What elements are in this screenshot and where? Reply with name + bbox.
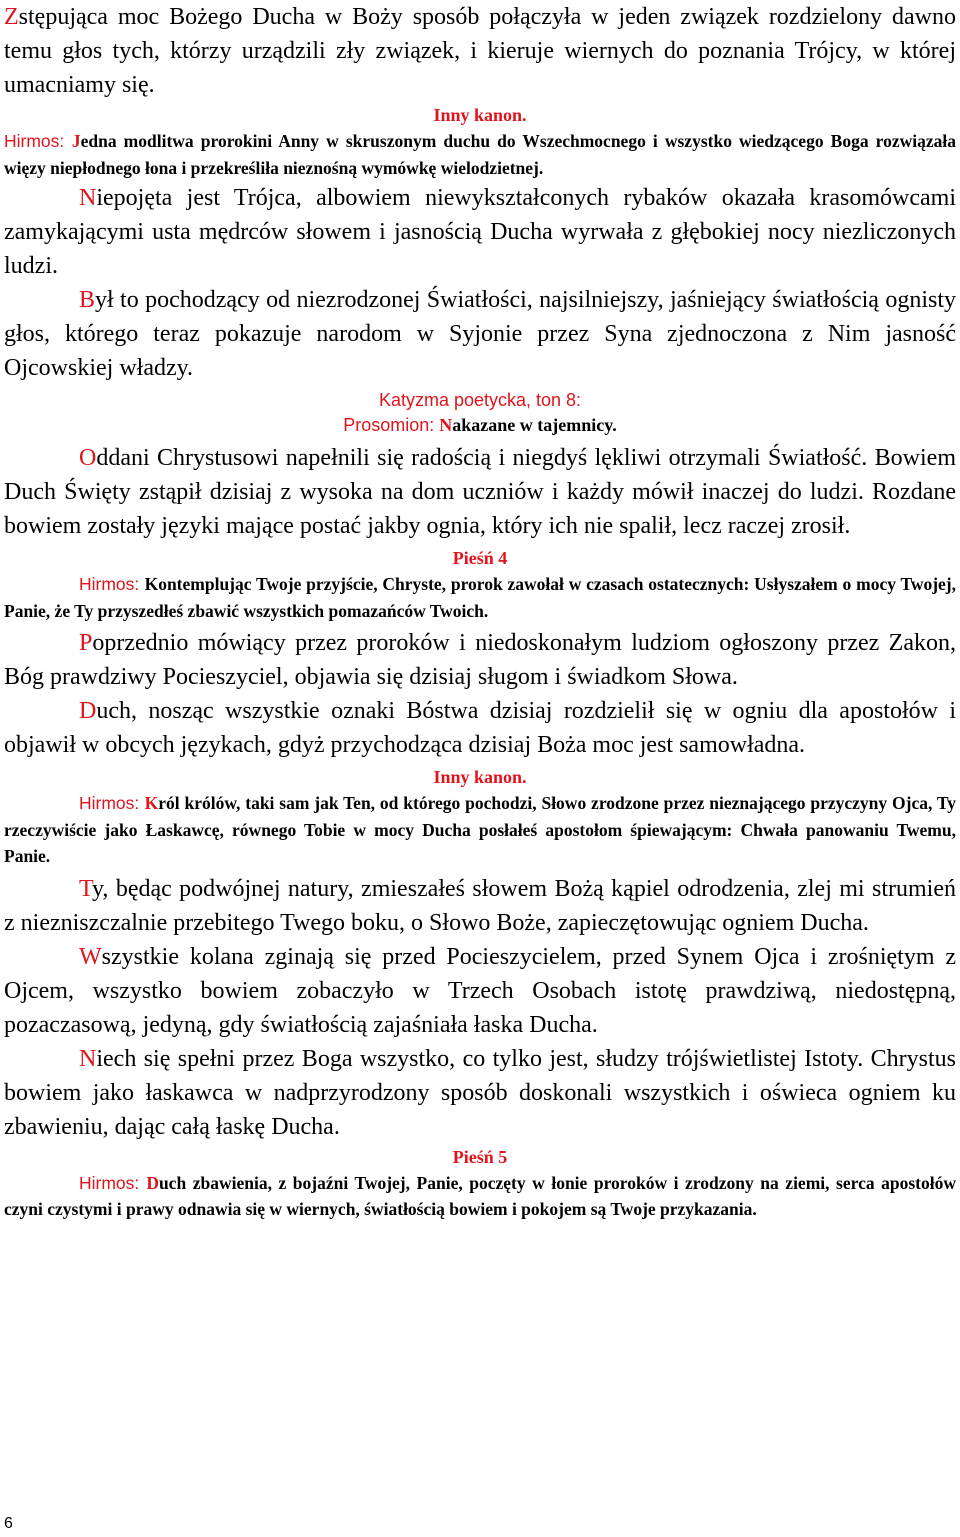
hirmos-1 [4, 128, 956, 181]
paragraph-text: iepojęta jest Trójca, albowiem niewykształconych rybaków okazała krasomówcami zamykającymi usta mędrców słowem i jasnością Ducha wyrwała z głębokiej nocy niezliczonych ludzi. [4, 185, 956, 279]
initial-letter: W [79, 943, 102, 970]
initial-letter: N [79, 1045, 97, 1072]
paragraph-8 [4, 940, 956, 1042]
initial-letter: T [79, 875, 92, 902]
section-heading-inny-kanon-2: Inny kanon. [433, 767, 527, 787]
paragraph-text: szystkie kolana zginają się przed Pocieszycielem, przed Synem Ojca i zrośniętym z Ojcem, wszystko bowiem zobaczyło w Trzech Osobach istotę prawdziwą, niedostępną, pozaczasową, jedyną, gdy światłością zajaśniała łaska Ducha. [4, 943, 956, 1038]
hirmos-label: Hirmos: [79, 574, 145, 594]
initial-letter: P [79, 630, 93, 656]
initial-letter: D [79, 698, 97, 724]
paragraph-text: iech się spełni przez Boga wszystko, co tylko jest, słudzy trójświetlistej Istoty. Chrystus bowiem jako łaskawca w nadprzyrodzony sposób doskonali wszystkich i oświeca ogniem ku zbawieniu, dając całą łaskę Ducha. [4, 1045, 956, 1140]
paragraph-text: uch, nosząc wszystkie oznaki Bóstwa dzisiaj rozdzielił się w ogniu dla apostołów i objawił w obcych językach, gdyż przychodząca dzisiaj Boża moc jest samowładna. [4, 698, 956, 758]
paragraph-text: ddani Chrystusowi napełnili się radością i niegdyś lękliwi otrzymali Światłość. Bowiem Duch Święty zstąpił dzisiaj z wysoka na dom uczniów i każdy mówił inaczej do ludzi. Rozdane bowiem zostały języki mające postać jakby ognia, który ich nie spalił, lecz raczej zrosił. [4, 445, 956, 539]
initial-letter: J [71, 131, 81, 151]
page-number: 6 [4, 1515, 13, 1532]
initial-letter: O [79, 445, 97, 471]
paragraph-1 [4, 0, 956, 102]
prosomion-line [4, 413, 956, 437]
paragraph-5 [4, 626, 956, 694]
paragraph-6 [4, 694, 956, 762]
initial-letter: Z [4, 4, 19, 30]
initial-letter: N [439, 415, 453, 435]
hirmos-4 [4, 1170, 956, 1223]
section-heading-inny-kanon: Inny kanon. [433, 105, 527, 125]
hirmos-3 [4, 790, 956, 870]
paragraph-3 [4, 283, 956, 385]
hirmos-label: Hirmos: [79, 1172, 147, 1193]
hirmos-label: Hirmos: [4, 131, 72, 151]
hirmos-text: Kontemplując Twoje przyjście, Chryste, prorok zawołał w czasach ostatecznych: Usłyszałem o mocy Twojej, Panie, że Ty przyszedłeś zbawić wszystkich pomazańców Twoich. [4, 574, 956, 621]
paragraph-text: stępująca moc Bożego Ducha w Boży sposób połączyła w jeden związek rozdzielony dawno temu głos tych, którzy urządzili zły związek, i kieruje wiernych do poznania Trójcy, w której umacniamy się. [4, 4, 956, 98]
initial-letter: K [144, 793, 159, 813]
initial-letter: N [79, 185, 97, 211]
paragraph-2 [4, 181, 956, 283]
paragraph-text: y, będąc podwójnej natury, zmieszałeś słowem Bożą kąpiel odrodzenia, zlej mi strumień z niezniszczalnie przebitego Twego boku, o Słowo Boże, zapieczętowując ogniem Ducha. [4, 875, 956, 936]
paragraph-text: oprzednio mówiący przez proroków i niedoskonałym ludziom ogłoszony przez Zakon, Bóg prawdziwy Pocieszyciel, objawia się dzisiaj sługom i świadkom Słowa. [4, 630, 956, 690]
initial-letter: D [146, 1172, 159, 1193]
hirmos-text: edna modlitwa prorokini Anny w skruszonym duchu do Wszechmocnego i wszystko wiedzącego Boga rozwiązała więzy niepłodnego łona i przekreśliła nieznośną wymówkę wielodzietnej. [4, 131, 957, 178]
paragraph-4 [4, 441, 956, 543]
hirmos-text: uch zbawienia, z bojaźni Twojej, Panie, poczęty w łonie proroków i zrodzony na ziemi, serca apostołów czyni czystymi i prawy odnawia się w wiernych, światłością bowiem i pokojem są Twoje przykazania. [4, 1172, 957, 1219]
hirmos-2 [4, 571, 956, 624]
paragraph-text: ył to pochodzący od niezrodzonej Światłości, najsilniejszy, jaśniejący światłością ognisty głos, którego teraz pokazuje narodom w Syjonie przez Syna zjednoczona z Nim jasność Ojcowskiej władzy. [4, 287, 956, 381]
katyzma-heading: Katyzma poetycka, ton 8: [378, 390, 582, 410]
section-heading-piesn-4: Pieśń 4 [452, 548, 508, 568]
prosomion-label: Prosomion: [343, 415, 440, 435]
prosomion-text: akazane w tajemnicy. [452, 415, 617, 435]
hirmos-text: ról królów, taki sam jak Ten, od którego pochodzi, Słowo zrodzone przez nieznającego przyczyny Ojca, Ty rzeczywiście jako Łaskawcę, równego Tobie w mocy Ducha posłałeś apostołom śpiewającym: Chwała panowaniu Twemu, Panie. [4, 793, 956, 866]
paragraph-9 [4, 1042, 956, 1144]
section-heading-piesn-5: Pieśń 5 [452, 1146, 508, 1167]
initial-letter: B [79, 287, 96, 313]
paragraph-7 [4, 872, 956, 940]
document-page [4, 0, 956, 1223]
hirmos-label: Hirmos: [79, 793, 145, 813]
